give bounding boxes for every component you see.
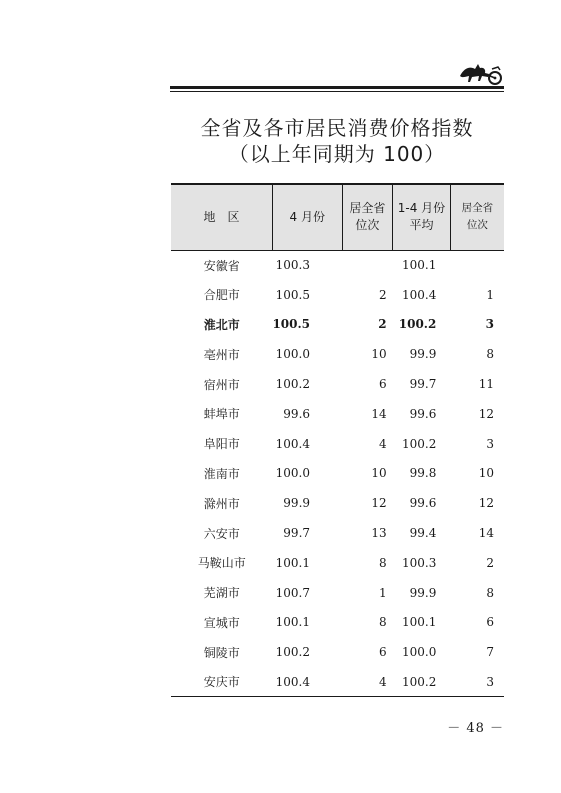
- table-row: [171, 280, 504, 310]
- column-header-label: 地 区: [203, 209, 240, 224]
- column-header-jan-apr-avg: [393, 184, 451, 250]
- cell-april-index: 100.2: [275, 377, 311, 392]
- cell-jan-apr-average: 100.3: [401, 555, 437, 570]
- header-logo: [458, 60, 504, 86]
- cell-region: 滁州市: [203, 496, 240, 511]
- cell-april-rank: 2: [378, 287, 387, 302]
- cell-april-rank: 1: [378, 585, 387, 600]
- cell-region: 合肥市: [203, 288, 240, 303]
- cell-jan-apr-average: 100.1: [401, 258, 437, 273]
- cell-jan-apr-average: 100.2: [401, 436, 437, 451]
- table-row: [171, 488, 504, 518]
- cell-region: 马鞍山市: [197, 556, 246, 571]
- cell-april-rank: 6: [378, 377, 387, 392]
- cell-april-index: 100.1: [275, 615, 311, 630]
- cell-region: 铜陵市: [203, 645, 240, 660]
- cell-jan-apr-average: 100.4: [401, 287, 437, 302]
- cell-region: 六安市: [203, 526, 240, 541]
- header-rule: [170, 86, 504, 89]
- table-row: [171, 429, 504, 459]
- table-row: [171, 578, 504, 608]
- cell-jan-apr-average: 100.2: [398, 317, 437, 332]
- cell-april-index: 100.3: [275, 258, 311, 273]
- column-header-april-rank: [342, 184, 393, 250]
- cell-average-rank: 1: [486, 287, 494, 302]
- cell-region: 亳州市: [203, 347, 240, 362]
- table-row: [171, 667, 504, 697]
- cell-april-index: 100.0: [275, 347, 311, 362]
- cell-april-index: 100.5: [272, 317, 311, 332]
- cell-region: 宣城市: [203, 615, 240, 630]
- column-header-label: 居全省: [461, 202, 494, 215]
- cell-april-index: 100.5: [275, 287, 311, 302]
- cell-jan-apr-average: 99.6: [409, 406, 437, 421]
- page-subtitle: （以上年同期为 100）: [228, 142, 446, 166]
- cell-average-rank: 3: [450, 667, 504, 697]
- cell-jan-apr-average: 99.8: [409, 466, 437, 481]
- table-row: [171, 608, 504, 638]
- cell-region: 安徽省: [203, 258, 240, 273]
- cell-average-rank: 8: [486, 347, 494, 362]
- column-header-label: 1-4 月份: [397, 201, 446, 216]
- cell-jan-apr-average: 100.0: [401, 645, 437, 660]
- page-title: 全省及各市居民消费价格指数: [200, 116, 474, 140]
- cell-jan-apr-average: 99.9: [409, 585, 437, 600]
- table-row: [171, 339, 504, 369]
- column-header-label: 位次: [466, 219, 488, 232]
- table-header-row: [171, 184, 504, 250]
- cell-april-index: 100.0: [275, 466, 311, 481]
- horse-chariot-icon: [458, 60, 504, 86]
- column-header-label: 4 月份: [289, 209, 325, 224]
- cell-april-rank: 4: [378, 436, 387, 451]
- cell-april-index: 99.7: [283, 526, 311, 541]
- cell-average-rank: 10: [478, 466, 494, 481]
- cell-april-rank: 2: [378, 317, 387, 332]
- cell-april-index: 100.2: [275, 645, 311, 660]
- column-header-april: [272, 184, 342, 250]
- cell-april-rank: 12: [371, 496, 387, 511]
- table-row: [171, 637, 504, 667]
- cell-april-index: 100.1: [275, 555, 311, 570]
- cell-region: 淮北市: [203, 317, 240, 332]
- table-row: [171, 518, 504, 548]
- cell-april-index: 100.4: [275, 436, 311, 451]
- cell-average-rank: 8: [486, 585, 494, 600]
- cpi-table-container: [171, 183, 504, 697]
- cell-april-rank: 4: [342, 667, 393, 697]
- cell-region: 淮南市: [203, 466, 240, 481]
- table-body: [171, 250, 504, 697]
- table-row: [171, 369, 504, 399]
- cell-april-rank: 6: [378, 645, 387, 660]
- cell-region: 安庆市: [171, 667, 272, 697]
- cell-average-rank: 12: [478, 496, 494, 511]
- cell-average-rank: 2: [486, 555, 494, 570]
- cell-jan-apr-average: 99.7: [409, 377, 437, 392]
- cell-average-rank: 14: [478, 526, 494, 541]
- cell-region: 宿州市: [203, 377, 240, 392]
- table-row: [171, 310, 504, 340]
- cell-jan-apr-average: 99.6: [409, 496, 437, 511]
- cpi-table: [171, 183, 504, 697]
- cell-april-index: 100.4: [272, 667, 342, 697]
- table-row: [171, 548, 504, 578]
- cell-average-rank: 6: [486, 615, 494, 630]
- cell-april-rank: 10: [371, 466, 387, 481]
- cell-april-index: 99.6: [283, 406, 311, 421]
- cell-average-rank: 7: [486, 645, 494, 660]
- cell-april-rank: 8: [378, 615, 387, 630]
- cell-average-rank: 12: [478, 406, 494, 421]
- cell-jan-apr-average: 99.4: [409, 526, 437, 541]
- table-row: [171, 250, 504, 280]
- cell-jan-apr-average: 100.2: [393, 667, 451, 697]
- table-row: [171, 459, 504, 489]
- cell-region: 芜湖市: [203, 586, 240, 601]
- column-header-label: 平均: [409, 218, 434, 233]
- cell-april-index: 100.7: [275, 585, 311, 600]
- cell-april-rank: 8: [378, 555, 387, 570]
- header-rule-thin: [170, 91, 504, 92]
- column-header-region: [171, 184, 272, 250]
- cell-average-rank: 11: [478, 377, 494, 392]
- page-number: － 48 －: [447, 721, 504, 736]
- cell-average-rank: 3: [485, 317, 494, 332]
- cell-jan-apr-average: 100.1: [401, 615, 437, 630]
- cell-region: 蚌埠市: [203, 407, 240, 422]
- cell-april-index: 99.9: [283, 496, 311, 511]
- cell-april-rank: 14: [371, 406, 387, 421]
- column-header-label: 居全省: [349, 201, 386, 216]
- column-header-label: 位次: [355, 218, 380, 233]
- cell-april-rank: 13: [371, 526, 387, 541]
- column-header-avg-rank: [450, 184, 504, 250]
- cell-region: 阜阳市: [203, 437, 240, 452]
- cell-jan-apr-average: 99.9: [409, 347, 437, 362]
- table-row: [171, 399, 504, 429]
- cell-april-rank: [342, 250, 393, 280]
- cell-average-rank: 3: [486, 436, 494, 451]
- cell-average-rank: [450, 250, 504, 280]
- cell-april-rank: 10: [371, 347, 387, 362]
